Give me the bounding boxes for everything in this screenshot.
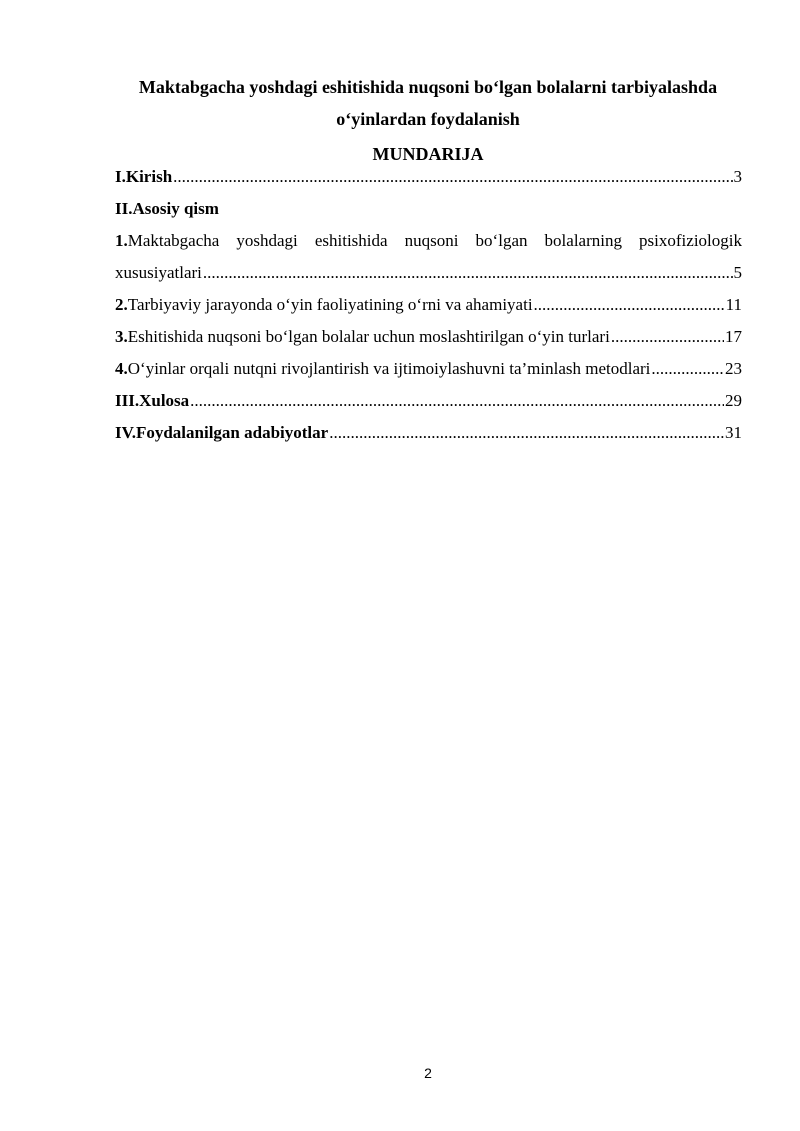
dot-leader — [329, 422, 724, 444]
page-number: 2 — [424, 1065, 432, 1081]
document-title-line-1: Maktabgacha yoshdagi eshitishida nuqsoni bo‘lgan bolalarni tarbiyalashda — [138, 77, 718, 97]
toc-entry-label: IV.Foydalanilgan adabiyotlar — [115, 423, 329, 442]
toc-entry-1-line-2 — [115, 260, 742, 292]
document-title-line-2: o‘yinlardan foydalanish — [336, 109, 520, 129]
toc-entry-number: 2. — [115, 295, 128, 314]
toc-heading: MUNDARIJA — [372, 144, 484, 164]
toc-entry-1-line-1 — [115, 228, 742, 260]
toc-entry-2 — [115, 292, 742, 324]
dot-leader — [651, 358, 724, 380]
toc-entry-text: Eshitishida nuqsoni bo‘lgan bolalar uchun moslashtirilgan o‘yin turlari — [127, 327, 610, 346]
toc-entry-page: 29 — [725, 391, 742, 410]
toc-entry-text-continued: xususiyatlari — [115, 263, 202, 282]
toc-section-main — [115, 196, 742, 228]
toc-entry-label: III.Xulosa — [115, 391, 190, 410]
toc-entry-conclusion — [115, 388, 742, 420]
dot-leader — [190, 390, 724, 412]
toc-entry-3 — [115, 324, 742, 356]
toc-entry-text: O‘yinlar orqali nutqni rivojlantirish va ijtimoiylashuvni ta’minlash metodlari — [127, 359, 651, 378]
toc-entry-number: 1. — [115, 231, 128, 250]
toc-entry-text: Maktabgacha yoshdagi eshitishida nuqsoni bo‘lgan bolalarning psixofiziologik — [127, 231, 742, 250]
dot-leader — [611, 326, 724, 348]
toc-entry-page: 3 — [733, 167, 742, 186]
table-of-contents — [115, 164, 742, 452]
toc-entry-number: 4. — [115, 359, 128, 378]
toc-entry-page: 17 — [725, 327, 742, 346]
toc-entry-number: 3. — [115, 327, 128, 346]
toc-entry-4 — [115, 356, 742, 388]
toc-entry-page: 11 — [725, 295, 742, 314]
toc-section-label: II.Asosiy qism — [115, 199, 219, 218]
toc-entry-label: I.Kirish — [115, 167, 173, 186]
toc-entry-page: 5 — [733, 263, 742, 282]
dot-leader — [173, 166, 732, 188]
dot-leader — [203, 262, 733, 284]
toc-entry-page: 23 — [725, 359, 742, 378]
toc-entry-page: 31 — [725, 423, 742, 442]
dot-leader — [534, 294, 725, 316]
toc-entry-intro — [115, 164, 742, 196]
toc-entry-references — [115, 420, 742, 452]
toc-entry-text: Tarbiyaviy jarayonda o‘yin faoliyatining o‘rni va ahamiyati — [127, 295, 533, 314]
